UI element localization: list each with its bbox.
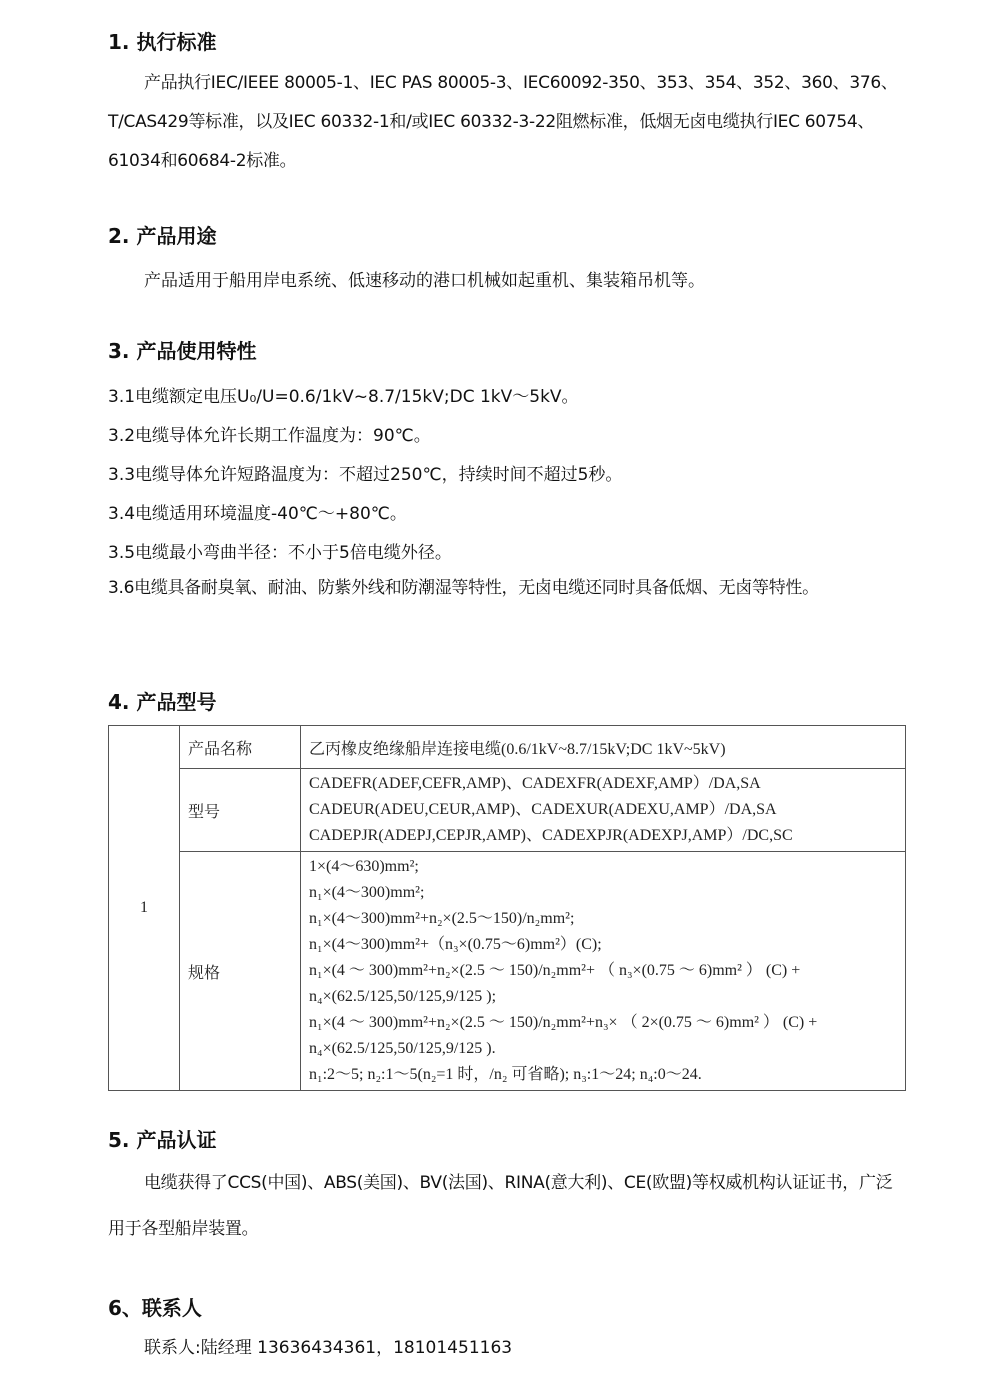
section-3-title: 3. 产品使用特性	[108, 339, 257, 363]
spec-line: n₁×(4 ～ 300)mm²+n₂×(2.5 ～ 150)/n₂mm²+n₃× （ 2×(0.75 ～ 6)mm² ） (C) +	[309, 1014, 818, 1031]
spec-list	[301, 852, 906, 1091]
section-2-text: 产品适用于船用岸电系统、低速移动的港口机械如起重机、集装箱吊机等。	[144, 271, 705, 291]
model-list	[301, 769, 906, 852]
section-2-title: 2. 产品用途	[108, 224, 217, 248]
section-1-text: 产品执行IEC/IEEE 80005-1、IEC PAS 80005-3、IEC60092-350、353、354、352、360、376、T/CAS429等标准，以及IEC 60332-1和/或IEC 60332-3-22阻燃标准，低烟无卤电缆执行IEC 60754、61034和60684-2标准。	[108, 73, 898, 171]
feature-item: 3.1电缆额定电压U₀/U=0.6/1kV~8.7/15kV;DC 1kV～5kV。	[108, 387, 579, 407]
spec-line: n₄×(62.5/125,50/125,9/125 ).	[309, 1040, 496, 1057]
spec-label: 规格	[180, 852, 301, 1091]
section-6-title: 6、联系人	[108, 1296, 202, 1320]
section-5-text: 电缆获得了CCS(中国)、ABS(美国)、BV(法国)、RINA(意大利)、CE(欧盟)等权威机构认证证书，广泛用于各型船岸装置。	[108, 1173, 893, 1239]
feature-item: 3.3电缆导体允许短路温度为：不超过250℃，持续时间不超过5秒。	[108, 465, 623, 485]
model-line: CADEFR(ADEF,CEFR,AMP)、CADEXFR(ADEXF,AMP）/DA,SA	[309, 775, 761, 792]
model-line: CADEUR(ADEU,CEUR,AMP)、CADEXUR(ADEXU,AMP）/DA,SA	[309, 801, 777, 818]
name-value: 乙丙橡皮绝缘船岸连接电缆(0.6/1kV~8.7/15kV;DC 1kV~5kV)	[301, 726, 906, 769]
section-4-title: 4. 产品型号	[108, 690, 217, 714]
model-line: CADEPJR(ADEPJ,CEPJR,AMP)、CADEXPJR(ADEXPJ,AMP）/DC,SC	[309, 827, 793, 844]
section-1-title: 1. 执行标准	[108, 30, 217, 54]
spec-line: n₁:2～5; n₂:1～5(n₂=1 时，/n₂ 可省略); n₃:1～24; n₄:0～24.	[309, 1066, 702, 1083]
spec-line: n₁×(4～300)mm²;	[309, 884, 425, 901]
name-label: 产品名称	[180, 726, 301, 769]
product-model-table	[108, 725, 906, 1091]
spec-line: 1×(4～630)mm²;	[309, 858, 419, 875]
feature-item: 3.2电缆导体允许长期工作温度为：90℃。	[108, 426, 431, 446]
row-index: 1	[109, 726, 180, 1091]
spec-line: n₄×(62.5/125,50/125,9/125 );	[309, 988, 497, 1005]
feature-item: 3.5电缆最小弯曲半径：不小于5倍电缆外径。	[108, 543, 452, 563]
model-label: 型号	[180, 769, 301, 852]
section-5-title: 5. 产品认证	[108, 1128, 217, 1152]
feature-item: 3.4电缆适用环境温度-40℃～+80℃。	[108, 504, 407, 524]
contact-text: 联系人:陆经理 13636434361，18101451163	[144, 1338, 513, 1358]
spec-line: n₁×(4～300)mm²+（n₃×(0.75～6)mm²）(C);	[309, 936, 602, 953]
feature-item: 3.6电缆具备耐臭氧、耐油、防紫外线和防潮湿等特性，无卤电缆还同时具备低烟、无卤等特性。	[108, 578, 819, 598]
spec-line: n₁×(4～300)mm²+n₂×(2.5～150)/n₂mm²;	[309, 910, 575, 927]
spec-line: n₁×(4 ～ 300)mm²+n₂×(2.5 ～ 150)/n₂mm²+ （ n₃×(0.75 ～ 6)mm² ） (C) +	[309, 962, 801, 979]
